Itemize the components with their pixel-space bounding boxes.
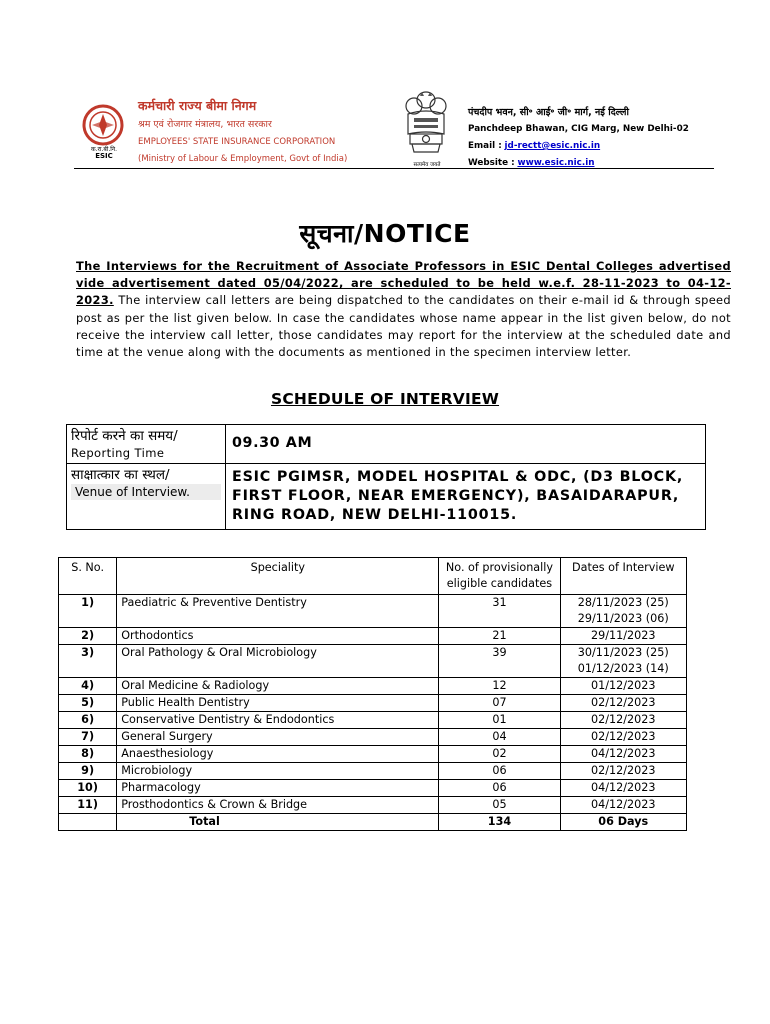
table-row [59, 729, 687, 746]
row-speciality: Prosthodontics & Crown & Bridge [117, 797, 439, 814]
row-dates: 02/12/2023 [560, 763, 686, 780]
address-english: Panchdeep Bhawan, CIG Marg, New Delhi-02 [468, 124, 689, 134]
schedule-heading: SCHEDULE OF INTERVIEW [270, 390, 500, 408]
reporting-label-cell [67, 425, 226, 464]
total-count: 134 [439, 814, 560, 831]
row-dates [560, 595, 686, 628]
total-row [59, 814, 687, 831]
row-sno: 10) [59, 780, 117, 797]
org-name-english: EMPLOYEES' STATE INSURANCE CORPORATION [138, 137, 336, 147]
column-header-dates: Dates of Interview [560, 558, 686, 595]
column-header-sno: S. No. [59, 558, 117, 595]
table-row [59, 628, 687, 645]
organization-block [138, 98, 347, 165]
table-row [59, 678, 687, 695]
reporting-row [67, 425, 706, 464]
address-hindi: पंचदीप भवन, सी॰ आई॰ जी॰ मार्ग, नई दिल्ली [468, 107, 629, 118]
ministry-english: (Ministry of Labour & Employment, Govt of India) [138, 154, 348, 164]
table-row [59, 797, 687, 814]
row-date: 30/11/2023 (25) [577, 646, 669, 659]
row-speciality: Conservative Dentistry & Endodontics [117, 712, 439, 729]
address-block [468, 106, 689, 174]
org-name-hindi: कर्मचारी राज्य बीमा निगम [138, 98, 257, 113]
venue-label-english: Venue of Interview. [71, 484, 221, 500]
row-count: 06 [439, 763, 560, 780]
row-speciality: Oral Pathology & Oral Microbiology [117, 645, 439, 678]
venue-row [67, 464, 706, 530]
venue-label-hindi: साक्षात्कार का स्थल/ [71, 467, 170, 483]
row-dates: 02/12/2023 [560, 695, 686, 712]
letterhead [74, 86, 714, 170]
email-label: Email : [468, 141, 502, 151]
row-count: 39 [439, 645, 560, 678]
email-line [468, 140, 689, 153]
logo-text-english: ESIC [95, 152, 113, 160]
header-divider [74, 168, 714, 169]
reporting-label-hindi: रिपोर्ट करने का समय/ [71, 428, 178, 444]
reporting-value-cell [226, 425, 706, 464]
table-row [59, 645, 687, 678]
row-dates: 04/12/2023 [560, 780, 686, 797]
row-dates: 02/12/2023 [560, 729, 686, 746]
notice-intro: The Interviews for the Recruitment of Associate Professors in ESIC Dental Colleges advertised vide advertisement dated 05/04/2022, are scheduled to be held w.e.f. 28-11-2023 to 04-12-2023. [76, 259, 731, 308]
website-link[interactable]: www.esic.nic.in [517, 158, 595, 168]
row-sno: 4) [59, 678, 117, 695]
row-sno: 9) [59, 763, 117, 780]
row-sno: 1) [59, 595, 117, 628]
notice-body: The interview call letters are being dispatched to the candidates on their e-mail id & through speed post as per the list given below. In case the candidates whose name appear in the list given below, do not receive the interview call letter, those candidates may report for the interview at the scheduled date and time at the venue along with the documents as mentioned in the specimen interview letter. [76, 293, 731, 360]
row-speciality: Anaesthesiology [117, 746, 439, 763]
row-count: 06 [439, 780, 560, 797]
schedule-table [58, 557, 687, 831]
national-emblem-icon [400, 88, 452, 162]
column-header-speciality: Speciality [117, 558, 439, 595]
row-sno: 2) [59, 628, 117, 645]
row-count: 02 [439, 746, 560, 763]
total-sno-cell [59, 814, 117, 831]
email-link[interactable]: jd-rectt@esic.nic.in [504, 141, 601, 151]
row-speciality: Public Health Dentistry [117, 695, 439, 712]
table-row [59, 595, 687, 628]
row-count: 31 [439, 595, 560, 628]
notice-title: सूचना/NOTICE [299, 219, 471, 248]
venue-address: ESIC PGIMSR, MODEL HOSPITAL & ODC, (D3 BLOCK, FIRST FLOOR, NEAR EMERGENCY), BASAIDARAPUR, RING ROAD, NEW DELHI-110015. [232, 469, 684, 523]
row-dates [560, 645, 686, 678]
row-count: 12 [439, 678, 560, 695]
row-speciality: Pharmacology [117, 780, 439, 797]
column-header-count: No. of provisionally eligible candidates [439, 558, 560, 595]
row-speciality: Microbiology [117, 763, 439, 780]
row-count: 05 [439, 797, 560, 814]
row-date: 28/11/2023 (25) [577, 596, 669, 609]
row-sno: 3) [59, 645, 117, 678]
logo-caption [78, 146, 130, 160]
row-dates: 01/12/2023 [560, 678, 686, 695]
row-dates: 29/11/2023 [560, 628, 686, 645]
table-row [59, 746, 687, 763]
logo-text-hindi: क.रा.बी.नि. [90, 146, 118, 153]
row-count: 01 [439, 712, 560, 729]
row-dates: 04/12/2023 [560, 746, 686, 763]
row-speciality: General Surgery [117, 729, 439, 746]
row-sno: 6) [59, 712, 117, 729]
ministry-hindi: श्रम एवं रोजगार मंत्रालय, भारत सरकार [138, 119, 272, 130]
total-label: Total [117, 814, 439, 831]
row-dates: 02/12/2023 [560, 712, 686, 729]
row-count: 07 [439, 695, 560, 712]
venue-value-cell [226, 464, 706, 530]
row-count: 04 [439, 729, 560, 746]
row-dates: 04/12/2023 [560, 797, 686, 814]
row-speciality: Oral Medicine & Radiology [117, 678, 439, 695]
table-header-row [59, 558, 687, 595]
row-sno: 11) [59, 797, 117, 814]
esic-logo-icon [82, 104, 124, 146]
row-speciality: Paediatric & Preventive Dentistry [117, 595, 439, 628]
row-sno: 7) [59, 729, 117, 746]
row-date: 29/11/2023 (06) [577, 612, 669, 625]
table-row [59, 763, 687, 780]
venue-label-cell [67, 464, 226, 530]
notice-paragraph [76, 258, 731, 361]
row-sno: 8) [59, 746, 117, 763]
row-speciality: Orthodontics [117, 628, 439, 645]
row-sno: 5) [59, 695, 117, 712]
emblem-motto: सत्यमेव जयते [413, 162, 441, 168]
reporting-label-english: Reporting Time [71, 446, 165, 460]
table-row [59, 712, 687, 729]
row-date: 01/12/2023 (14) [577, 662, 669, 675]
table-row [59, 780, 687, 797]
reporting-time: 09.30 AM [232, 435, 313, 451]
row-count: 21 [439, 628, 560, 645]
table-row [59, 695, 687, 712]
total-days: 06 Days [560, 814, 686, 831]
interview-info-table [66, 424, 706, 530]
website-label: Website : [468, 158, 515, 168]
